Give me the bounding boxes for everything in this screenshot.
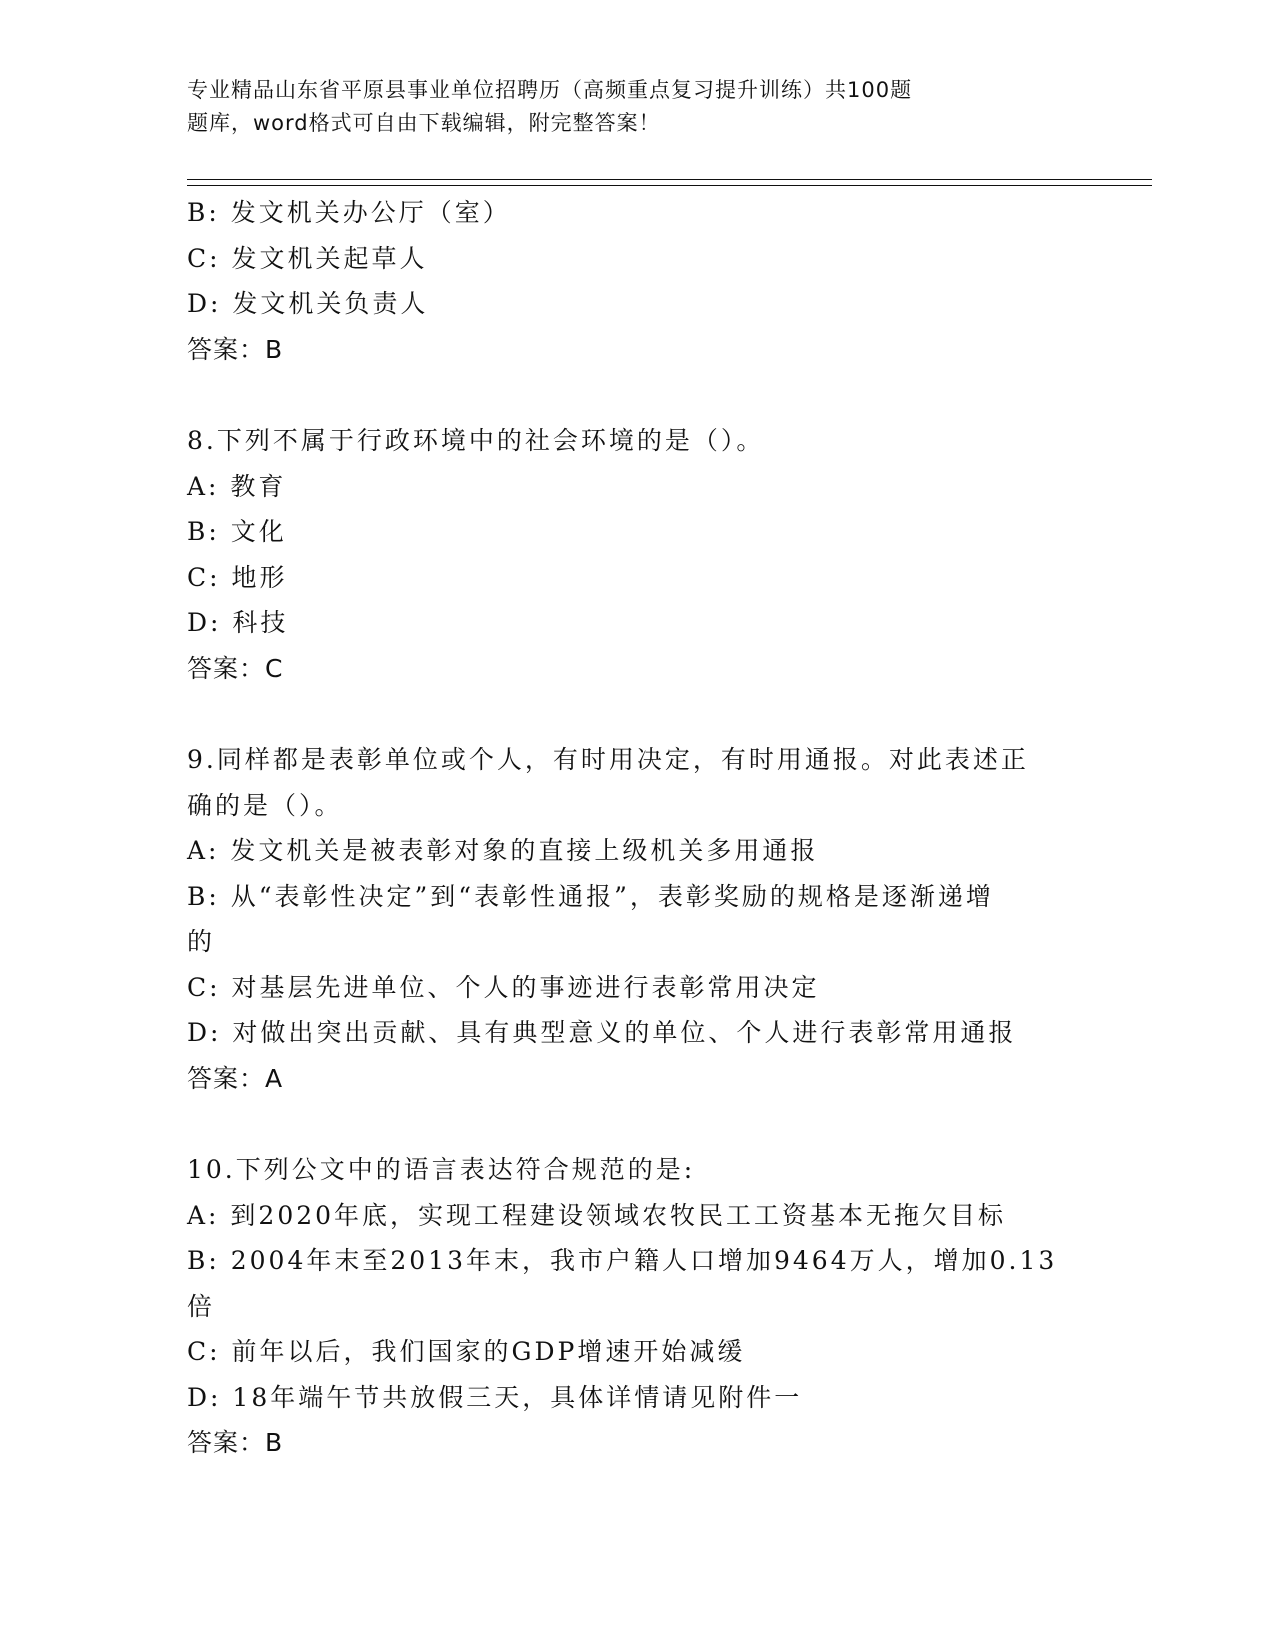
question-10 <box>187 1147 1087 1466</box>
option-a: A: 发文机关是被表彰对象的直接上级机关多用通报 <box>187 836 819 865</box>
option-c: C: 地形 <box>187 562 288 592</box>
option-d: D: 科技 <box>187 608 289 637</box>
option-d: D: 对做出突出贡献、具有典型意义的单位、个人进行表彰常用通报 <box>187 1018 1017 1047</box>
header-title-line-1: 专业精品山东省平原县事业单位招聘历（高频重点复习提升训练）共100题 <box>187 78 913 102</box>
option-b-line-2: 的 <box>187 927 216 956</box>
option-b-line-1: B: 从“表彰性决定”到“表彰性通报”，表彰奖励的规格是逐渐递增 <box>187 881 994 911</box>
question-8 <box>187 418 1087 691</box>
question-text-line-1: 9.同样都是表彰单位或个人，有时用决定，有时用通报。对此表述正 <box>187 745 1029 774</box>
document-header <box>187 74 1047 140</box>
option-a: A: 教育 <box>187 471 287 501</box>
option-c: C: 前年以后，我们国家的GDP增速开始减缓 <box>187 1337 746 1366</box>
option-b: B: 发文机关办公厅（室） <box>187 198 511 227</box>
spacer <box>187 1101 1087 1147</box>
answer-line: 答案：A <box>187 1063 284 1093</box>
question-list <box>187 190 1087 1466</box>
question-text: 10.下列公文中的语言表达符合规范的是: <box>187 1155 696 1184</box>
question-text-line-2: 确的是（）。 <box>187 790 343 820</box>
header-divider-top <box>187 179 1152 180</box>
option-d: D: 发文机关负责人 <box>187 289 429 318</box>
spacer <box>187 372 1087 418</box>
answer-line: 答案：B <box>187 334 284 364</box>
option-b: B: 文化 <box>187 517 287 546</box>
option-c: C: 发文机关起草人 <box>187 243 428 273</box>
header-title-line-2: 题库，word格式可自由下载编辑，附完整答案！ <box>187 111 661 135</box>
question-text: 8.下列不属于行政环境中的社会环境的是（）。 <box>187 426 765 455</box>
option-b-line-2: 倍 <box>187 1291 216 1321</box>
option-a: A: 到2020年底，实现工程建设领域农牧民工工资基本无拖欠目标 <box>187 1200 1007 1230</box>
answer-line: 答案：C <box>187 653 284 683</box>
option-b-line-1: B: 2004年末至2013年末，我市户籍人口增加9464万人，增加0.13 <box>187 1246 1058 1275</box>
option-c: C: 对基层先进单位、个人的事迹进行表彰常用决定 <box>187 972 820 1002</box>
header-divider-bottom <box>187 185 1152 186</box>
option-d: D: 18年端午节共放假三天，具体详情请见附件一 <box>187 1382 803 1412</box>
answer-line: 答案：B <box>187 1428 284 1457</box>
question-9 <box>187 737 1087 1101</box>
spacer <box>187 691 1087 737</box>
question-7-partial <box>187 190 1087 372</box>
